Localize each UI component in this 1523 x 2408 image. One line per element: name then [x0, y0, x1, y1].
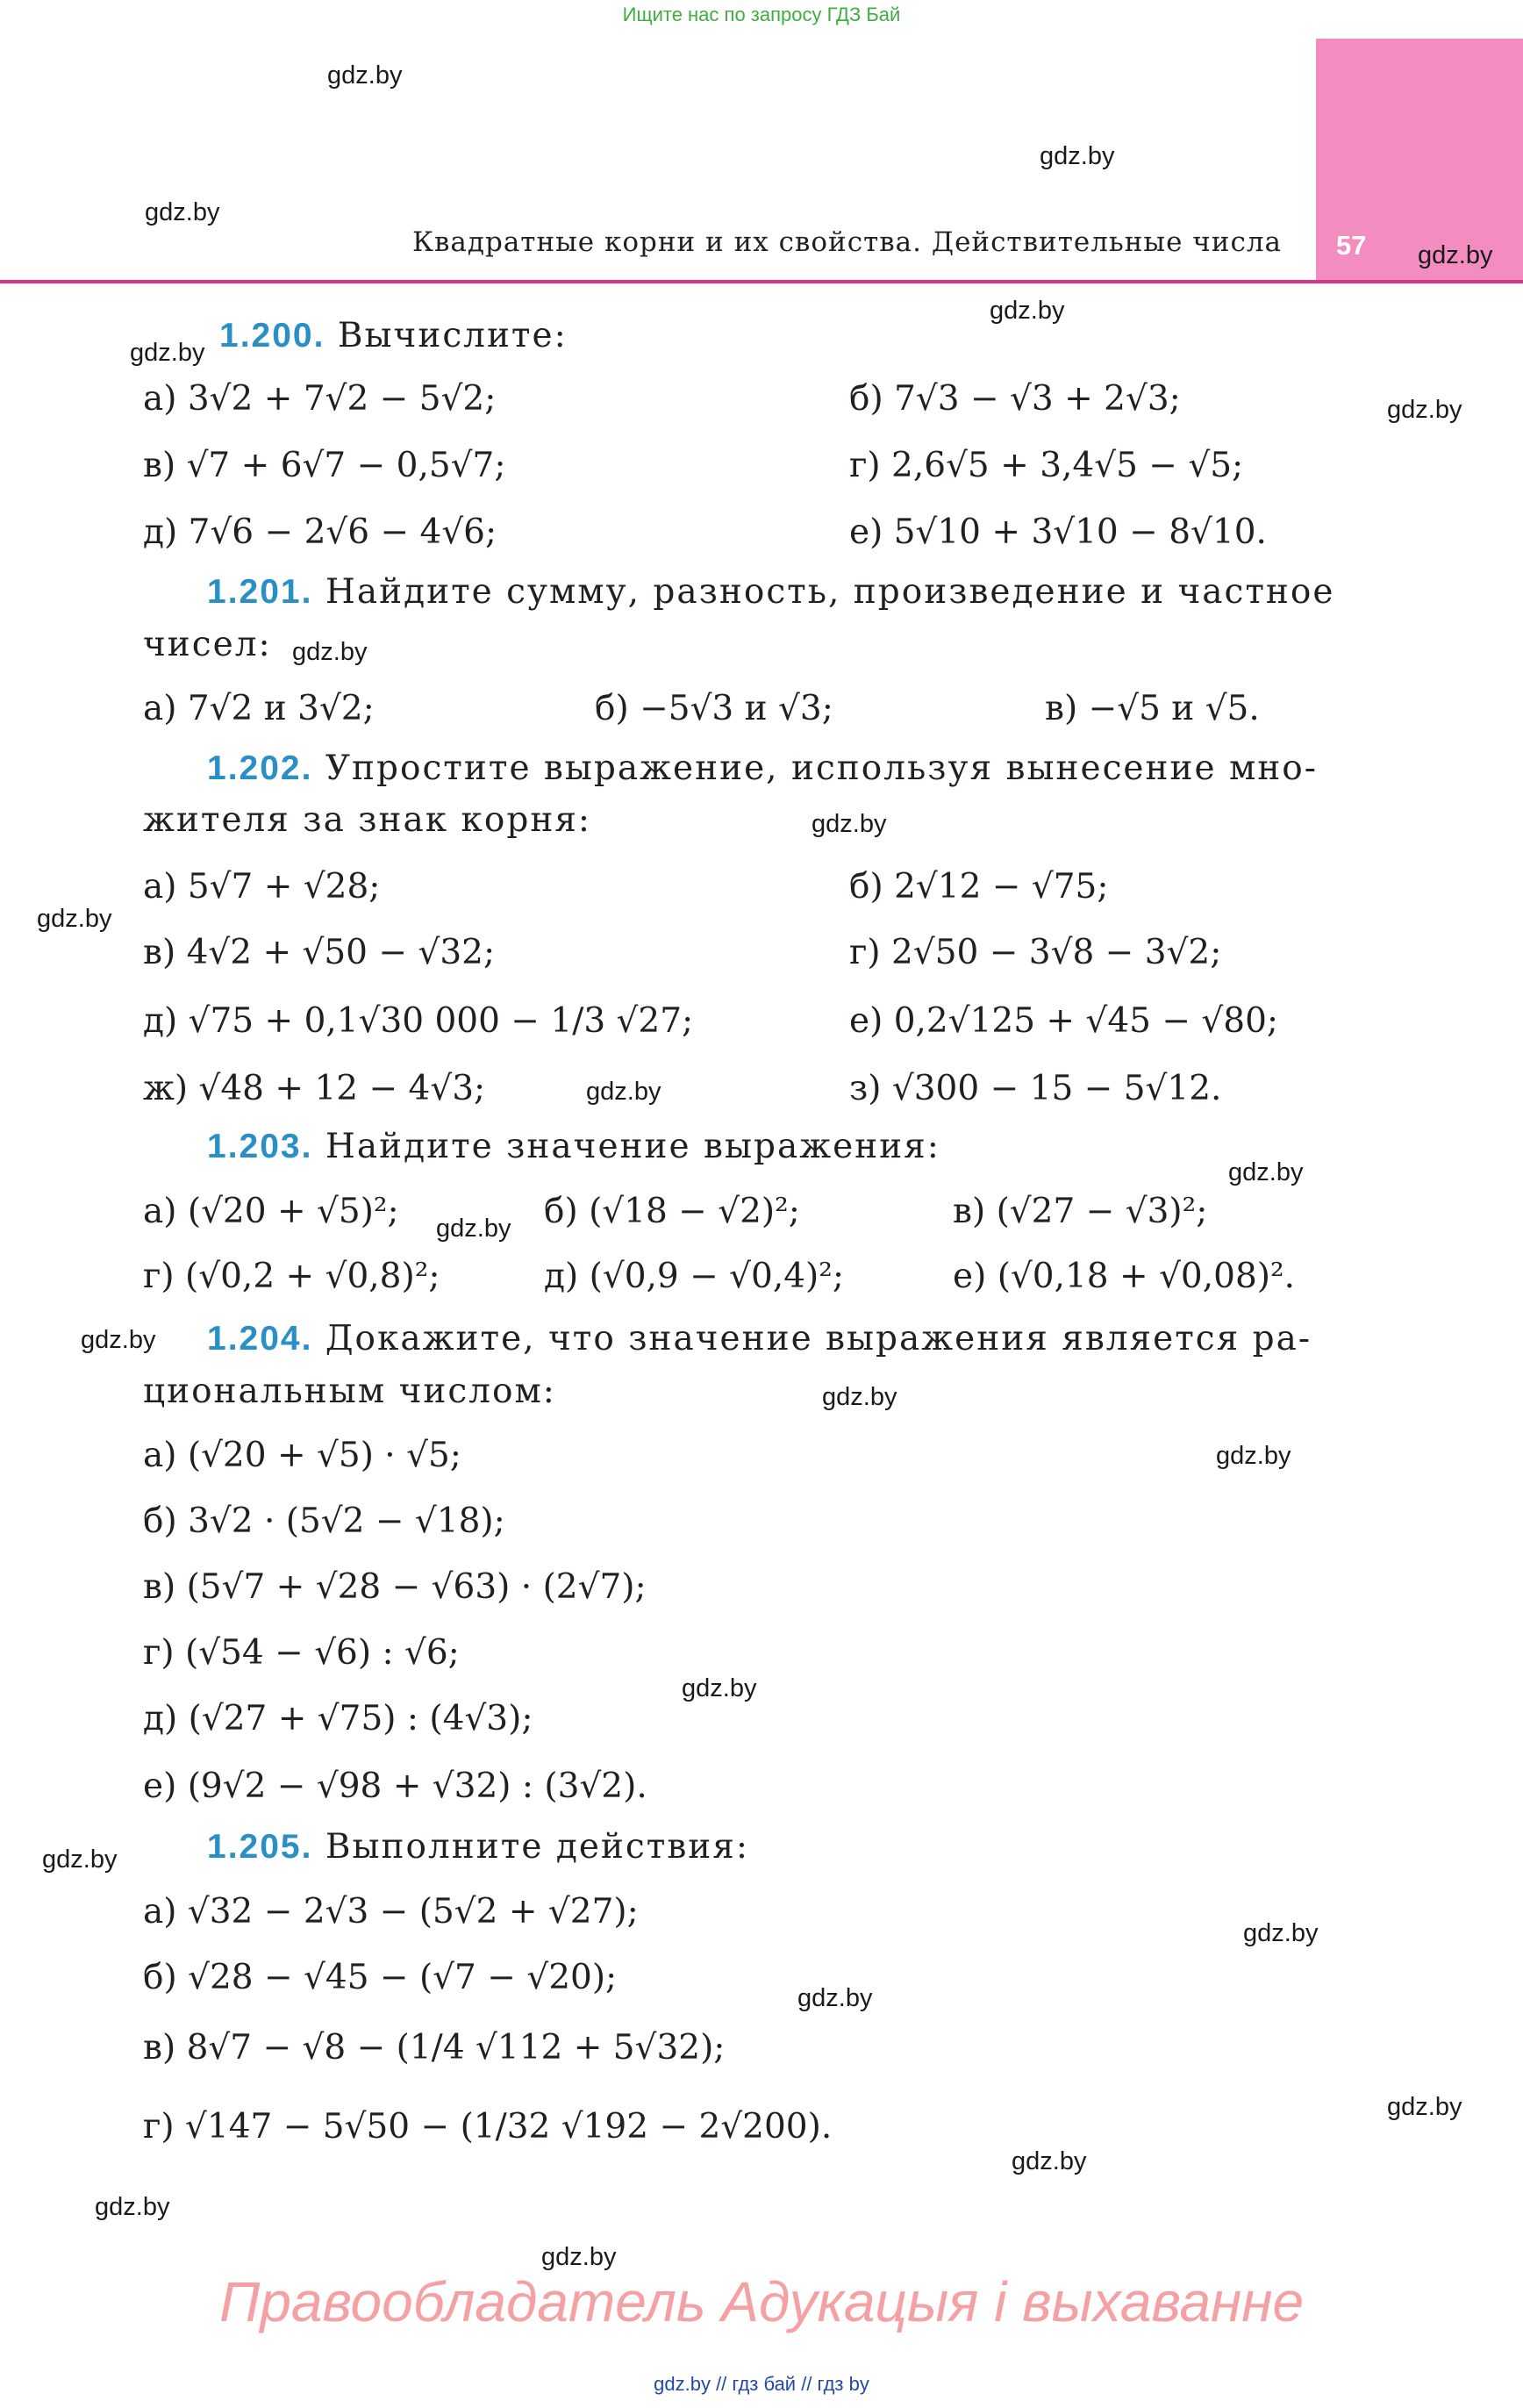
- watermark: gdz.by: [145, 198, 220, 226]
- task-item: а) (√20 + √5)²;: [143, 1192, 399, 1231]
- watermark: gdz.by: [327, 61, 403, 90]
- task-heading: [207, 1319, 1312, 1358]
- task-text: Вычислите:: [337, 316, 568, 355]
- task-item: г) 2,6√5 + 3,4√5 − √5;: [849, 446, 1244, 485]
- task-item: б) 2√12 − √75;: [849, 867, 1109, 907]
- task-item: в) 8√7 − √8 − (1/4 √112 + 5√32);: [143, 2028, 726, 2068]
- task-heading: [207, 572, 1334, 612]
- watermark: gdz.by: [822, 1383, 897, 1411]
- watermark: gdz.by: [81, 1326, 156, 1354]
- watermark: gdz.by: [1387, 2093, 1462, 2121]
- task-text-continued: циональным числом:: [143, 1372, 556, 1411]
- task-item: е) (√0,18 + √0,08)².: [953, 1257, 1295, 1296]
- watermark: gdz.by: [37, 905, 112, 933]
- task-number: 1.200.: [219, 317, 325, 355]
- task-item: б) −5√3 и √3;: [595, 689, 833, 728]
- task-item: а) (√20 + √5) · √5;: [143, 1436, 461, 1475]
- task-item: в) (5√7 + √28 − √63) · (2√7);: [143, 1567, 647, 1607]
- watermark: gdz.by: [990, 297, 1065, 325]
- task-heading: [219, 316, 568, 355]
- task-item: д) √75 + 0,1√30 000 − 1/3 √27;: [143, 1001, 694, 1041]
- task-item: з) √300 − 15 − 5√12.: [849, 1069, 1222, 1108]
- task-item: в) √7 + 6√7 − 0,5√7;: [143, 446, 506, 485]
- task-text-continued: жителя за знак корня:: [143, 800, 592, 840]
- task-item: е) (9√2 − √98 + √32) : (3√2).: [143, 1767, 647, 1806]
- footer-links: gdz.by // гдз бай // гдз by: [654, 2373, 869, 2395]
- watermark: gdz.by: [1418, 241, 1493, 269]
- copyright-owner: Правообладатель Адукацыя і выхаванне: [218, 2270, 1305, 2333]
- watermark: gdz.by: [42, 1845, 118, 1874]
- task-item: б) 3√2 · (5√2 − √18);: [143, 1501, 505, 1541]
- task-item: б) 7√3 − √3 + 2√3;: [849, 379, 1181, 419]
- watermark: gdz.by: [130, 339, 205, 367]
- task-heading: [207, 1127, 940, 1166]
- watermark: gdz.by: [1216, 1442, 1291, 1470]
- watermark: gdz.by: [436, 1215, 511, 1243]
- task-number: 1.205.: [207, 1828, 313, 1866]
- task-text: Найдите сумму, разность, произведение и частное: [325, 572, 1335, 612]
- task-item: г) (√54 − √6) : √6;: [143, 1633, 460, 1673]
- task-item: а) 7√2 и 3√2;: [143, 689, 375, 728]
- task-item: д) (√0,9 − √0,4)²;: [544, 1257, 845, 1296]
- task-heading: [207, 749, 1318, 788]
- chapter-title: Квадратные корни и их свойства. Действительные числа: [411, 226, 1282, 258]
- watermark: gdz.by: [1243, 1919, 1319, 1947]
- task-text: Найдите значение выражения:: [325, 1127, 940, 1166]
- task-item: а) 5√7 + √28;: [143, 867, 381, 907]
- task-item: в) −√5 и √5.: [1045, 689, 1260, 728]
- watermark: gdz.by: [1040, 142, 1115, 170]
- task-item: г) 2√50 − 3√8 − 3√2;: [849, 933, 1222, 972]
- watermark: gdz.by: [1387, 396, 1462, 424]
- task-text: Выполните действия:: [325, 1827, 750, 1867]
- watermark: gdz.by: [812, 810, 887, 838]
- task-number: 1.204.: [207, 1320, 313, 1358]
- task-text: Докажите, что значение выражения является ра-: [325, 1319, 1312, 1358]
- watermark: gdz.by: [586, 1078, 661, 1106]
- task-item: д) (√27 + √75) : (4√3);: [143, 1699, 533, 1738]
- task-number: 1.202.: [207, 749, 313, 787]
- header-rule: [0, 280, 1523, 283]
- watermark: gdz.by: [1012, 2147, 1087, 2175]
- task-text-continued: чисел:: [143, 625, 272, 664]
- task-item: г) √147 − 5√50 − (1/32 √192 − 2√200).: [143, 2107, 833, 2146]
- page-number: 57: [1336, 230, 1367, 261]
- task-item: а) √32 − 2√3 − (5√2 + √27);: [143, 1892, 639, 1931]
- task-number: 1.203.: [207, 1128, 313, 1165]
- task-item: е) 5√10 + 3√10 − 8√10.: [849, 512, 1267, 552]
- watermark: gdz.by: [95, 2193, 170, 2221]
- top-banner-note: Ищите нас по запросу ГДЗ Бай: [622, 4, 901, 25]
- watermark: gdz.by: [541, 2243, 617, 2271]
- watermark: gdz.by: [1228, 1158, 1304, 1186]
- task-item: ж) √48 + 12 − 4√3;: [143, 1069, 486, 1108]
- task-item: е) 0,2√125 + √45 − √80;: [849, 1001, 1279, 1041]
- task-item: в) (√27 − √3)²;: [953, 1192, 1208, 1231]
- task-text: Упростите выражение, используя вынесение мно-: [325, 749, 1318, 788]
- task-item: г) (√0,2 + √0,8)²;: [143, 1257, 440, 1296]
- watermark: gdz.by: [682, 1674, 757, 1702]
- task-number: 1.201.: [207, 573, 313, 611]
- watermark: gdz.by: [292, 638, 368, 666]
- task-item: б) √28 − √45 − (√7 − √20);: [143, 1958, 618, 1997]
- task-item: а) 3√2 + 7√2 − 5√2;: [143, 379, 497, 419]
- task-heading: [207, 1827, 749, 1867]
- task-item: д) 7√6 − 2√6 − 4√6;: [143, 512, 497, 552]
- watermark: gdz.by: [797, 1984, 873, 2012]
- task-item: б) (√18 − √2)²;: [544, 1192, 800, 1231]
- task-item: в) 4√2 + √50 − √32;: [143, 933, 496, 972]
